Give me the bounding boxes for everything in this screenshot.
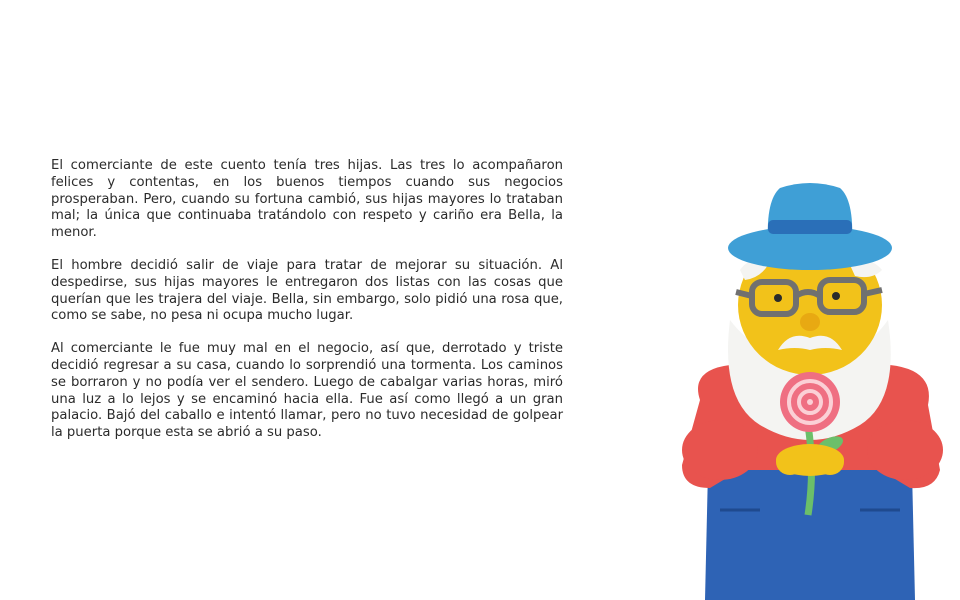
story-paragraph-2: El hombre decidió salir de viaje para tratar de mejorar su situación. Al despedirse, sus hijas mayores le entregaron dos listas con las cosas que querían que les trajera del viaje. Bella, sin embargo, solo pidió una rosa que, como se sabe, no pesa ni ocupa mucho lugar. bbox=[51, 257, 563, 324]
merchant-illustration bbox=[660, 170, 960, 600]
story-paragraph-3: Al comerciante le fue muy mal en el negocio, así que, derrotado y triste decidió regresar a su casa, cuando lo sorprendió una tormenta. Los caminos se borraron y no podía ver el sendero. Luego de cabalgar varias horas, miró una luz a lo lejos y se encaminó hacia ella. Fue así como llegó a un gran palacio. Bajó del caballo e intentó llamar, pero no tuvo necesidad de golpear la puerta porque esta se abrió a su paso. bbox=[51, 341, 563, 441]
rose-icon bbox=[780, 372, 840, 432]
hat-band bbox=[768, 220, 852, 234]
story-text bbox=[51, 158, 563, 458]
story-paragraph-1: El comerciante de este cuento tenía tres hijas. Las tres lo acompañaron felices y contentas, en los buenos tiempos cuando sus negocios prosperaban. Pero, cuando su fortuna cambió, sus hijas mayores lo trataban mal; la única que continuaba tratándolo con respeto y cariño era Bella, la menor. bbox=[51, 158, 563, 241]
